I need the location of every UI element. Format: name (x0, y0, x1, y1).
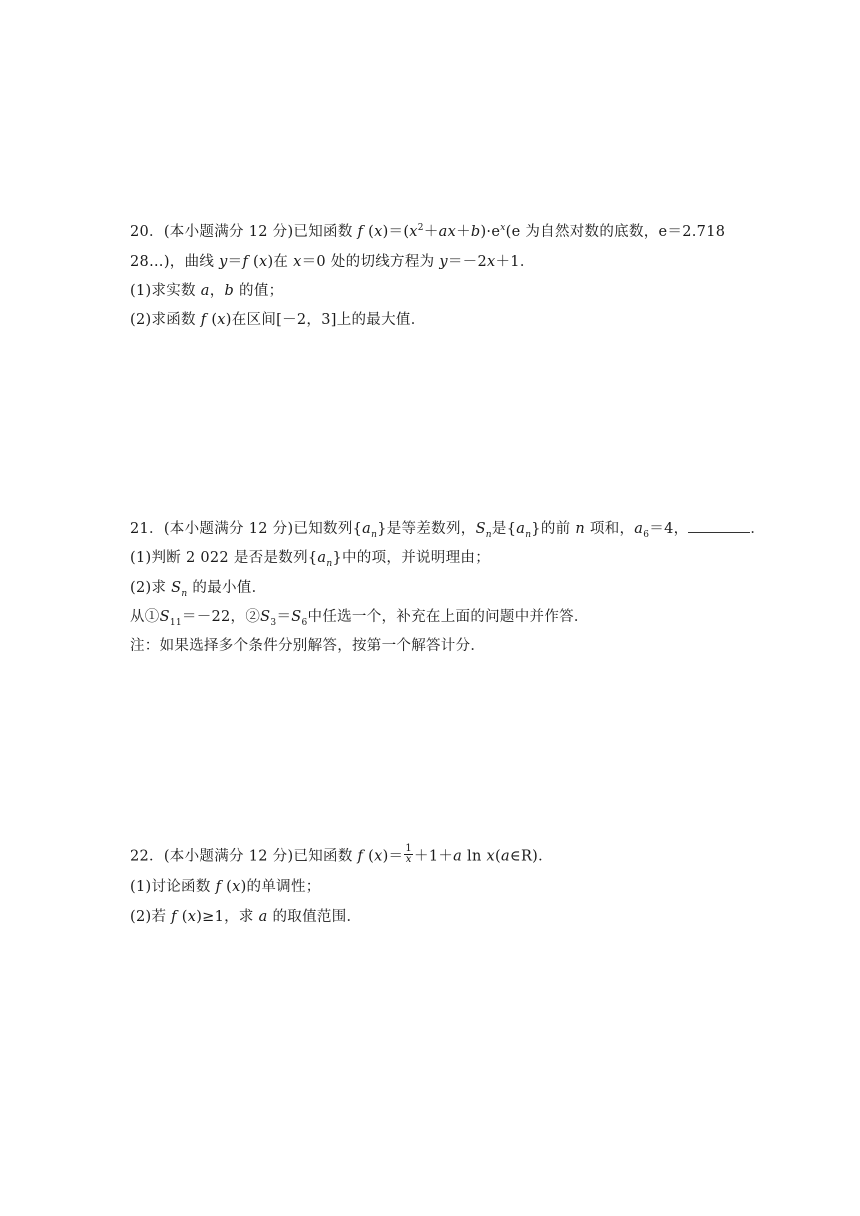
q22-part-1: (1)讨论函数 f (x)的单调性； (130, 879, 321, 895)
q22-part-2: (2)若 f (x)≥1，求 a 的取值范围． (130, 909, 362, 925)
q20-line-1: 20．(本小题满分 12 分)已知函数 f $(x)=(x^2+ax+b)\cdot e^x(e$ 为自然对数的底数，e＝2.718 (130, 223, 726, 240)
q21-line-1: 21．(本小题满分 12 分)已知数列$\{a_n\}$是等差数列，$S_n$是$\{a_n\}$的前 n 项和，$a_6=4$， ． (130, 518, 765, 539)
q20-line-2: 28…)，曲线 y＝f (x)在 x＝0 处的切线方程为 y＝－2x＋1． (130, 254, 535, 270)
q21-choose: 从$①S_{11}=-22$，$②S_3=S_6$中任选一个，补充在上面的问题中并作答． (130, 609, 589, 628)
q22-line-1: 22．(本小题满分 12 分)已知函数 f (x)＝ $\frac{1}{x}$ ＋1＋a ln x(a∈R)． (130, 843, 553, 865)
q20-part-1: (1)求实数 a，b 的值； (130, 283, 284, 299)
q21-part-2: (2)求 $S_n$ 的最小值． (130, 580, 267, 599)
q21-part-1: (1)判断 2 022 是否是数列$\{a_n\}$中的项，并说明理由； (130, 550, 490, 569)
q20-part-2: (2)求函数 f (x)在区间[－2，3]上的最大值． (130, 312, 426, 328)
q21-note: 注：如果选择多个条件分别解答，按第一个解答计分． (130, 638, 486, 654)
answer-blank (688, 518, 750, 533)
fraction-one-over-x: $\frac{1}{x}$ (405, 843, 413, 865)
